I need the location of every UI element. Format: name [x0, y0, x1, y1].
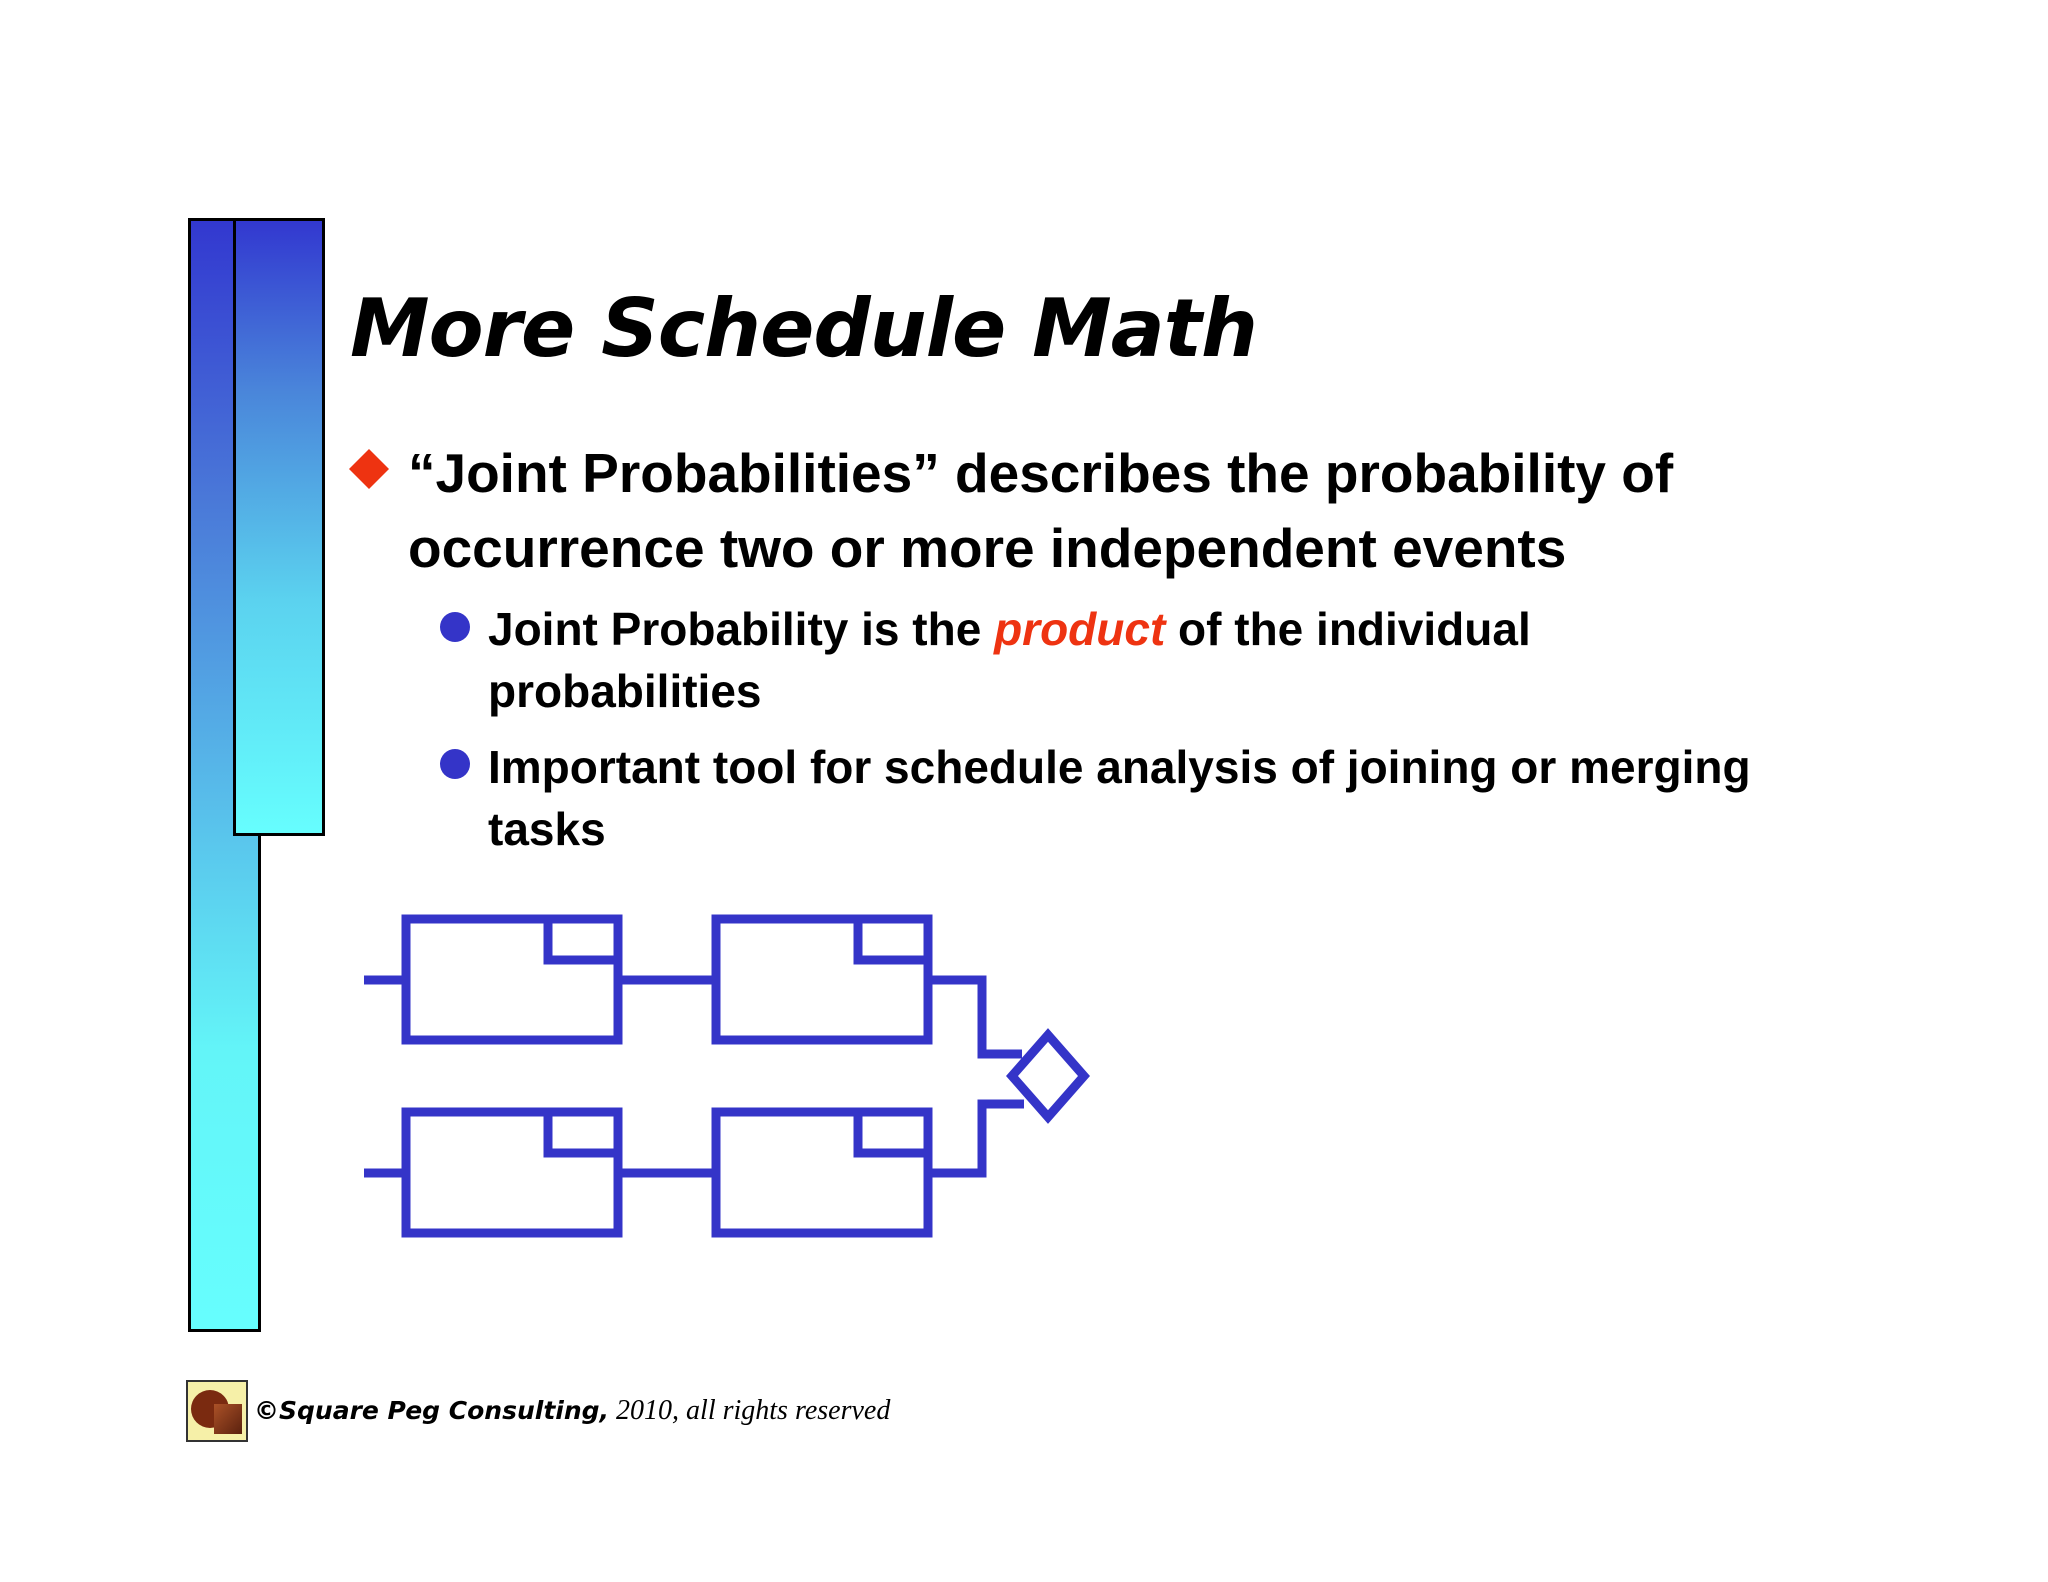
footer-brand: Square Peg Consulting, — [279, 1396, 610, 1425]
merge-line-top — [928, 980, 1022, 1054]
sub-bullet-1-suffix: of the individual probabilities — [488, 603, 1531, 717]
main-bullet-text: “Joint Probabilities” describes the probability of occurrence two or more independent events — [408, 442, 1674, 579]
task-box-corner-icon — [858, 1112, 928, 1153]
task-box-corner-icon — [858, 919, 928, 960]
sub-bullet-1-prefix: Joint Probability is the — [488, 603, 995, 655]
task-box-corner-icon — [548, 919, 618, 960]
task-box-icon — [406, 919, 618, 1040]
footer-rights: 2010, all rights reserved — [609, 1395, 891, 1426]
copyright-footer — [254, 1395, 890, 1427]
task-box-icon — [716, 919, 928, 1040]
merge-line-bottom — [928, 1104, 1024, 1173]
sub-bullet-1-emphasis: product — [994, 603, 1166, 655]
square-peg-logo-icon — [186, 1380, 248, 1442]
task-box-icon — [406, 1112, 618, 1233]
task-box-icon — [716, 1112, 928, 1233]
copyright-symbol: © — [254, 1396, 279, 1425]
sub-bullet-text-2: Important tool for schedule analysis of joining or merging tasks — [488, 741, 1751, 855]
task-box-corner-icon — [548, 1112, 618, 1153]
slide-title: More Schedule Math — [350, 282, 1257, 375]
